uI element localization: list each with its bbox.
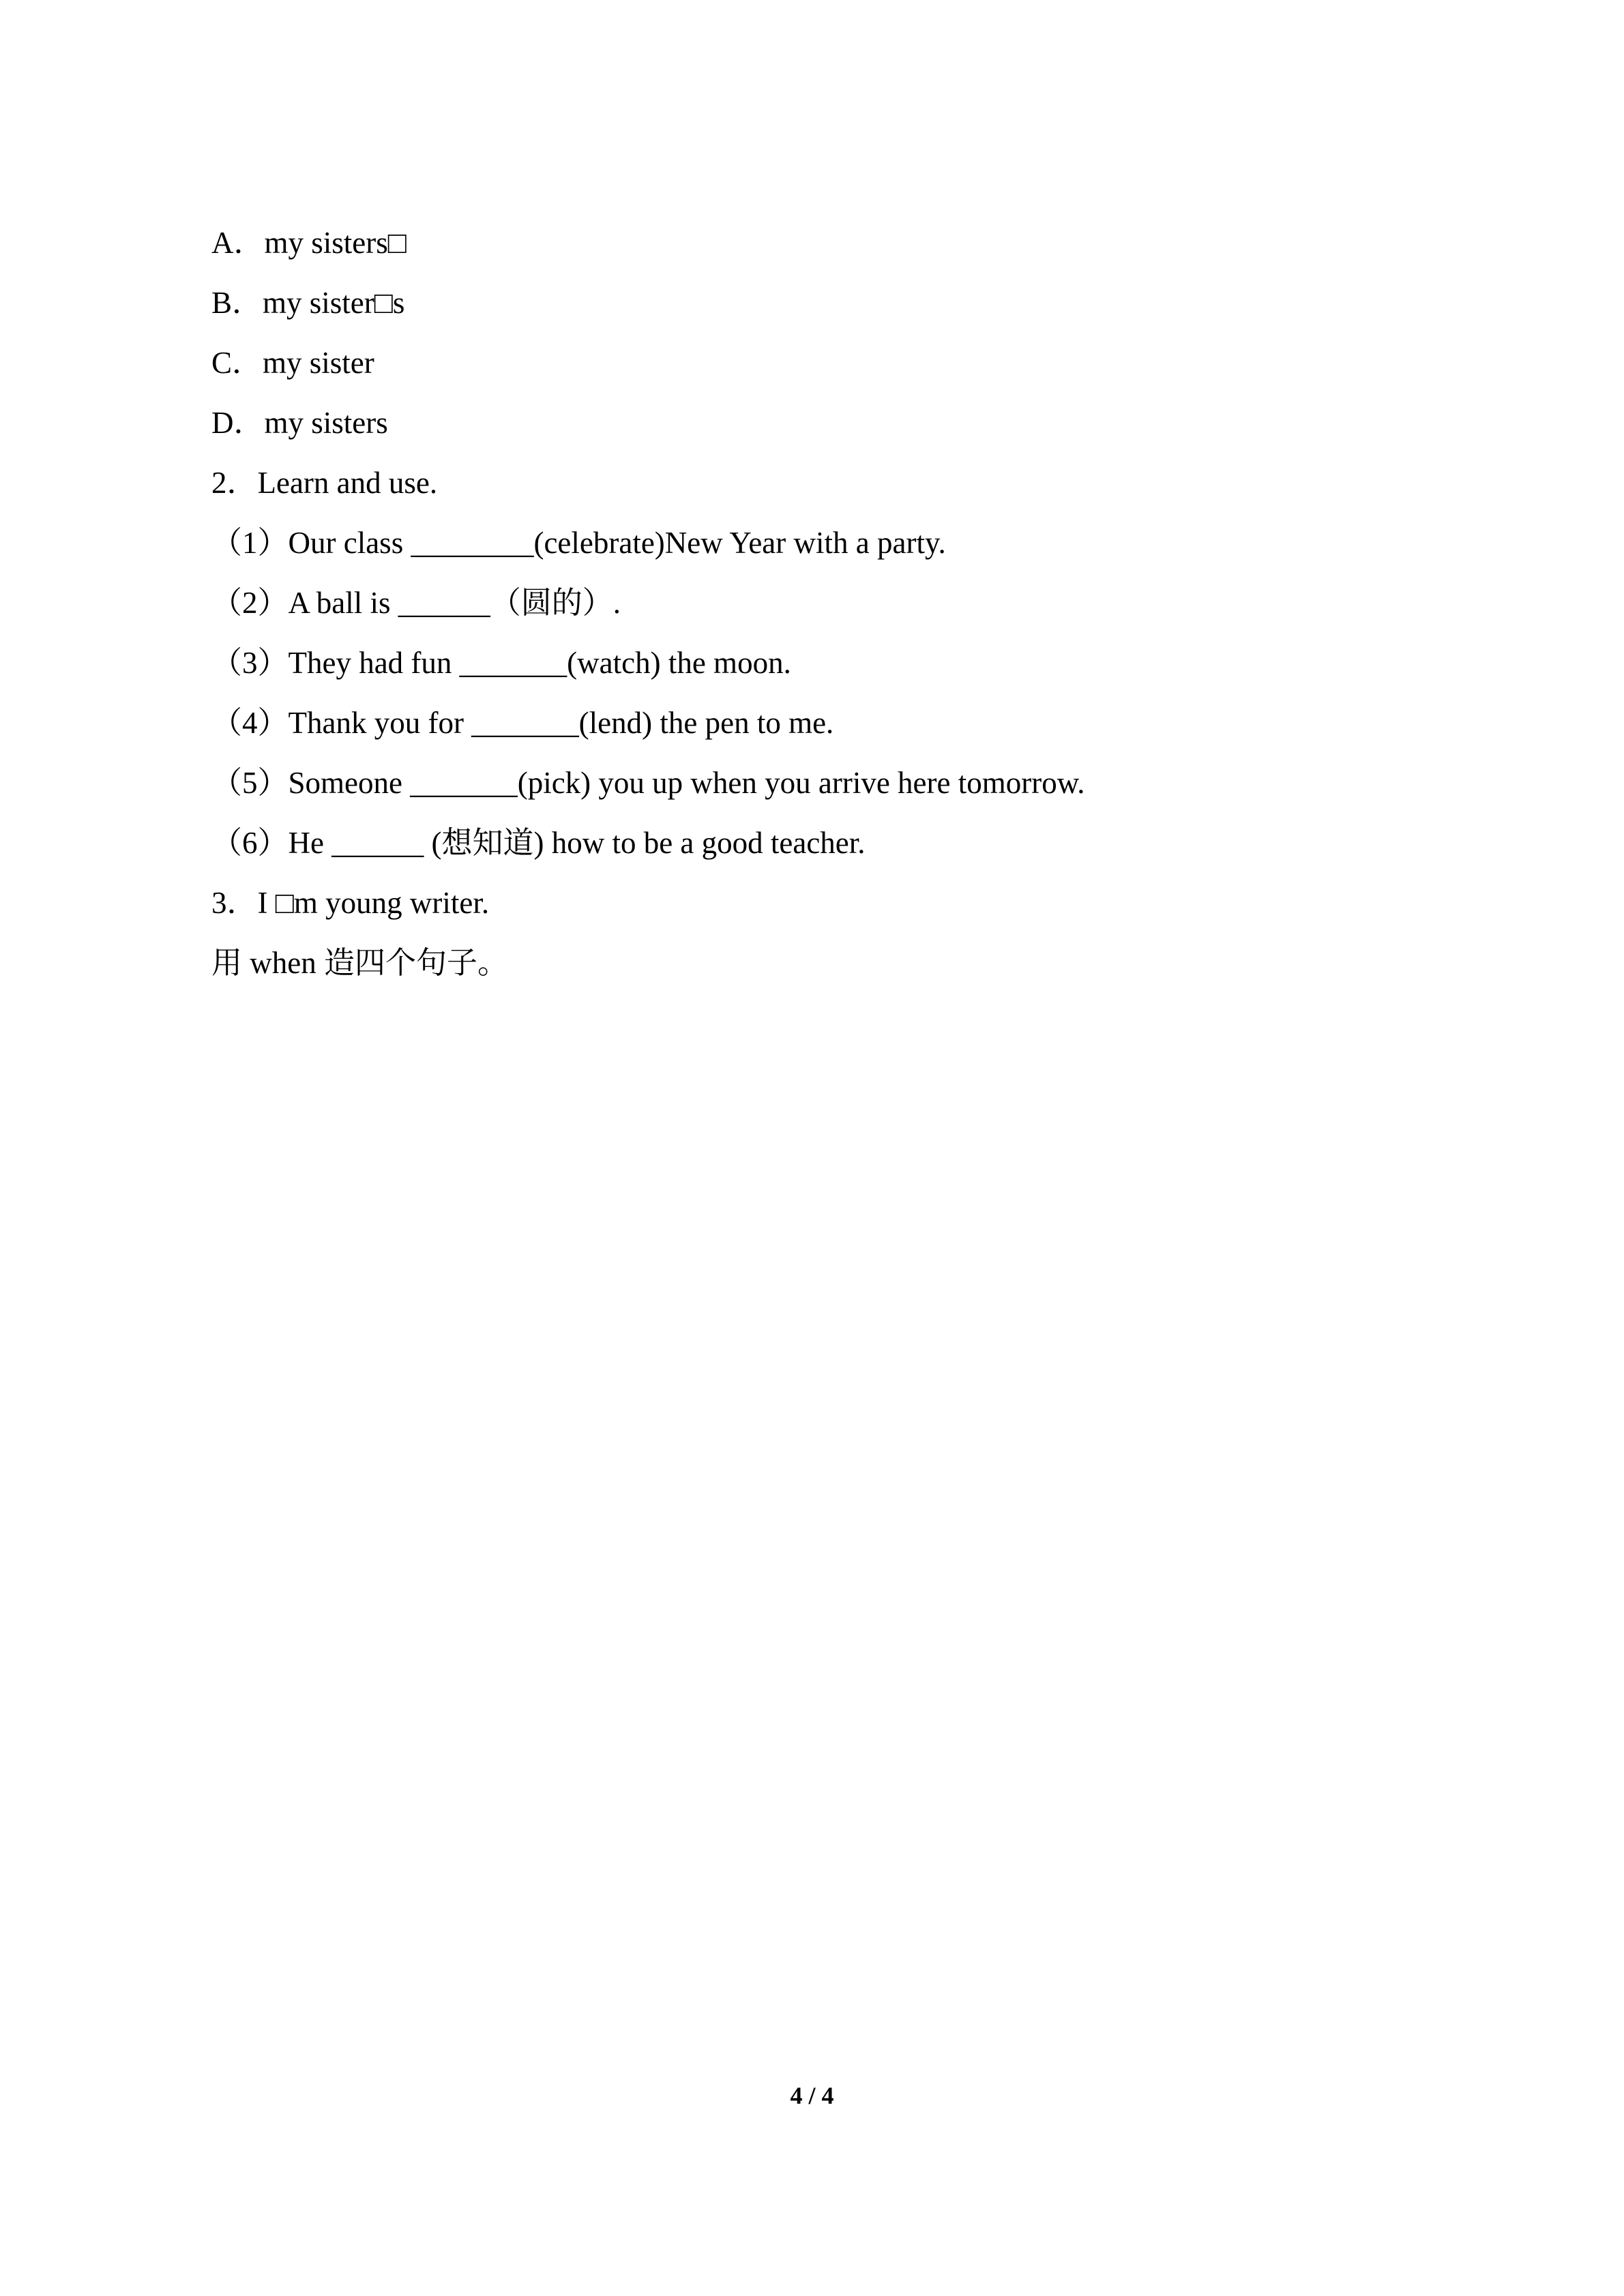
question-2-item-5: （5）Someone _______(pick) you up when you arrive here tomorrow.	[211, 766, 1085, 800]
option-c: C．my sister	[211, 346, 374, 380]
page-content	[211, 213, 1507, 993]
question-2-item-3: （3）They had fun _______(watch) the moon.	[211, 646, 791, 680]
question-2-item-1: （1）Our class ________(celebrate)New Year with a party.	[211, 526, 946, 560]
question-3-instruction: 用 when 造四个句子。	[211, 946, 508, 980]
option-a: A．my sisters□	[211, 226, 407, 260]
question-2-item-6: （6）He ______ (想知道) how to be a good teacher.	[211, 826, 866, 860]
option-b: B．my sister□s	[211, 286, 405, 320]
option-d: D．my sisters	[211, 406, 388, 440]
question-3-heading: 3．I □m young writer.	[211, 886, 490, 920]
question-2-heading: 2．Learn and use.	[211, 466, 438, 500]
question-2-item-2: （2）A ball is ______（圆的）.	[211, 586, 621, 620]
question-2-item-4: （4）Thank you for _______(lend) the pen to me.	[211, 706, 834, 740]
page-number: 4 / 4	[790, 2082, 834, 2109]
